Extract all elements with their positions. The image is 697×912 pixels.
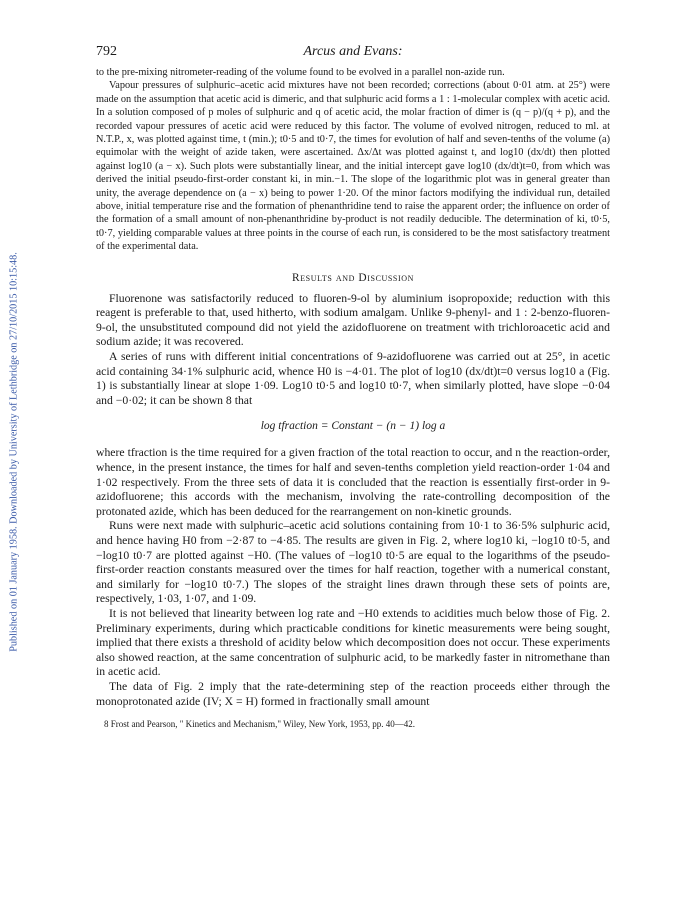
running-header <box>96 44 610 66</box>
running-title: Arcus and Evans: <box>303 44 403 59</box>
equation: log tfraction = Constant − (n − 1) log a <box>260 420 446 433</box>
download-notice: Published on 01 January 1958. Downloaded by University of Lethbridge on 27/10/2015 10:15:48. <box>8 252 20 652</box>
paragraph: Fluorenone was satisfactorily reduced to fluoren-9-ol by aluminium isopropoxide; reduction with this reagent is preferable to that, used hitherto, with sodium amalgam. Unlike 9-phenyl- and 1 : 2-benzo-fluoren-9-ol, the unsubstituted compound did not yield the azidofluorene on treatment with trichloroacetic acid and sodium azide; it was recovered. <box>96 291 610 349</box>
paragraph: to the pre-mixing nitrometer-reading of the volume found to be evolved in a parallel non-azide run. <box>96 67 505 78</box>
paragraph: where tfraction is the time required for a given fraction of the total reaction to occur, and n the reaction-order, whence, in the present instance, the times for half and seven-tenths completion yield reaction-order 1·04 and 1·02 respectively. From the three sets of data it is concluded that the reaction is essentially first-order in 9-azidofluorene; this accords with the mechanism, involving the rate-controlling decomposition of the protonated azide, which has been deduced for the rearrangement on non-kinetic grounds. <box>96 446 610 518</box>
page-number: 792 <box>96 44 117 59</box>
footnote: 8 Frost and Pearson, " Kinetics and Mechanism," Wiley, New York, 1953, pp. 40—42. <box>104 719 415 730</box>
paragraph: Runs were next made with sulphuric–acetic acid solutions containing from 10·1 to 36·5% sulphuric acid, and hence having H0 from −2·87 to −4·85. The results are given in Fig. 2, where log10 ki, −log10 t0·5, and −log10 t0·7 are plotted against −H0. (The values of −log10 t0·5 are equal to the logarithms of the pseudo-first-order reaction constants measured over the times for half reaction, together with a numerical constant, and similarly for −log10 t0·7.) The slopes of the straight lines drawn through these sets of points are, respectively, 1·03, 1·07, and 1·09. <box>96 519 610 606</box>
paragraph: A series of runs with different initial concentrations of 9-azidofluorene was carried out at 25°, in acetic acid containing 34·1% sulphuric acid, whence H0 is −4·01. The plot of log10 (dx/dt)t=0 versus log10 a (Fig. 1) is substantially linear at slope 1·09. Log10 t0·5 and log10 t0·7, when similarly plotted, have slope −0·04 and −0·02; it can be shown 8 that <box>96 350 610 407</box>
paper-page <box>96 44 610 730</box>
section-heading: Results and Discussion <box>292 271 414 284</box>
paragraph: Vapour pressures of sulphuric–acetic acid mixtures have not been recorded; corrections (about 0·01 atm. at 25°) were made on the assumption that acetic acid is dimeric, and that sulphuric acid forms a 1 : 1-molecular complex with acetic acid. In a solution composed of p moles of sulphuric and q of acetic acid, the molar fraction of dimer is (q − p)/(q + p), and the recorded vapour pressures of acetic acid were reduced by this factor. The volume of evolved nitrogen, reduced to ml. at N.T.P., x, was plotted against time, t (min.); t0·5 and t0·7, the times for evolution of half and seven-tenths of the volume (a) equimolar with the weight of azide taken, were ascertained. Δx/Δt was plotted against t, and log10 (dx/dt) then plotted against log10 (a − x). Such plots were substantially linear, and the initial intercept gave log10 (dx/dt)t=0, from which was derived the initial pseudo-first-order constant ki, in min.−1. The slope of the logarithmic plot was in general greater than unity, the average dependence on (a − x) being to power 1·20. Of the minor factors modifying the individual run, detailed above, initial temperature rise and the formation of phenanthridine tend to raise the apparent order; the influence on order of the formation of a small amount of non-phenanthridine by-product is not readily deducible. The determination of ki, t0·5, t0·7, yielding comparable values at three points in the course of each run, is considered to be the most satisfactory treatment of the experimental data. <box>96 80 610 253</box>
paragraph: It is not believed that linearity between log rate and −H0 extends to acidities much below those of Fig. 2. Preliminary experiments, during which practicable conditions for kinetic measurements were being sought, implied that there exists a threshold of acidity below which decomposition does not occur. These experiments also showed reaction, at the same concentration of sulphuric acid, to be markedly faster in nitromethane than in acetic acid. <box>96 606 610 679</box>
paragraph: The data of Fig. 2 imply that the rate-determining step of the reaction proceeds either through the monoprotonated azide (IV; X = H) formed in fractionally small amount <box>96 679 610 708</box>
